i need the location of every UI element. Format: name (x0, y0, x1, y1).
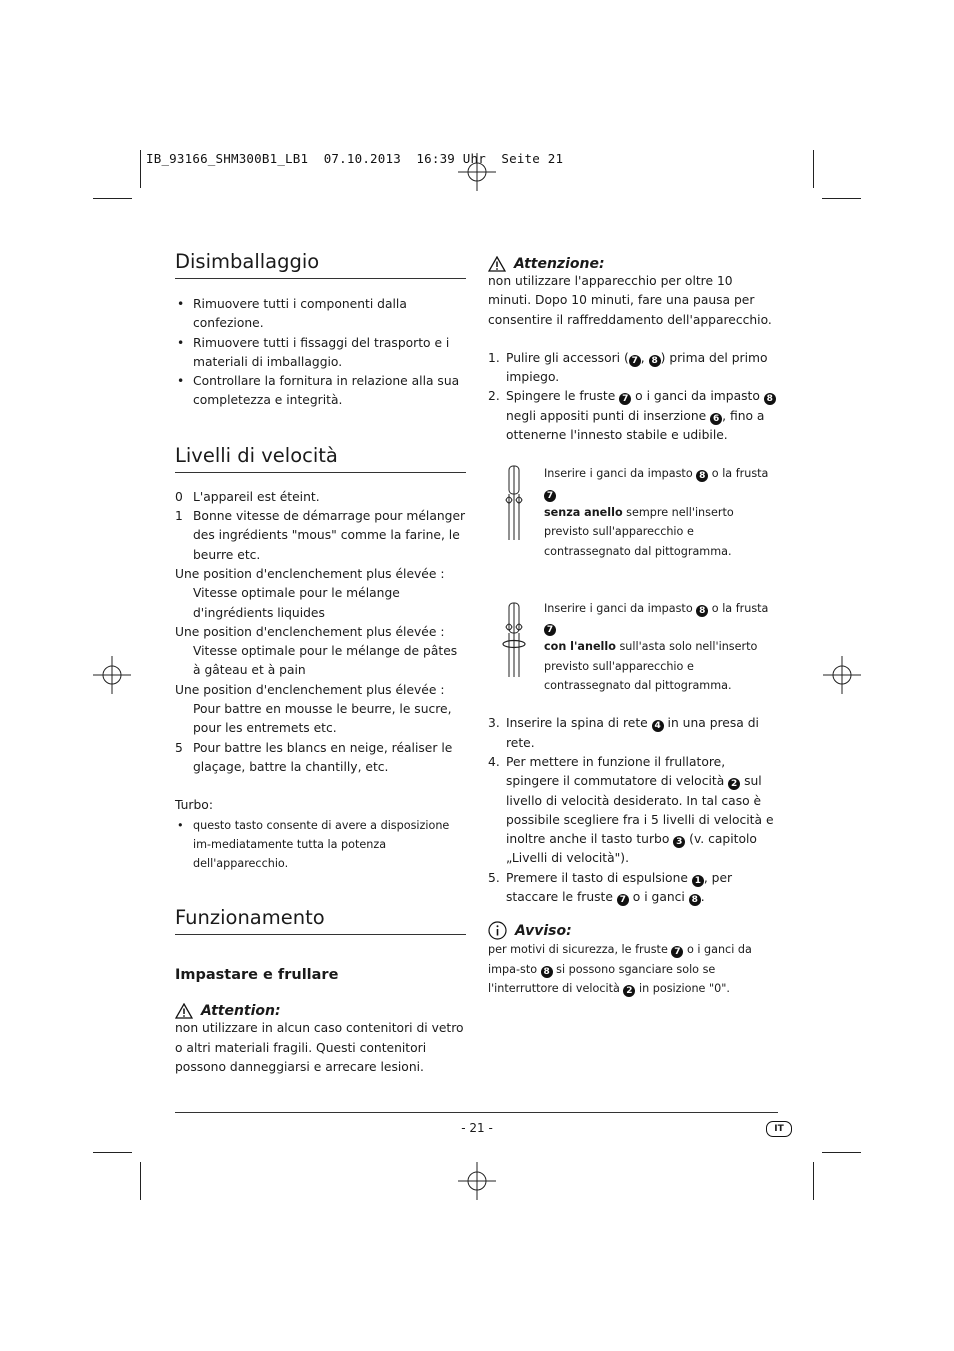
crop-mark (813, 1162, 814, 1200)
list-item: 1. Pulire gli accessori ( 7 , 8 ) prima del primo impiego. (488, 350, 768, 385)
ref-7-badge: 7 (544, 490, 556, 502)
list-item: • Controllare la fornitura in relazione alla sua completezza e integrità. (175, 372, 466, 411)
ref-8-badge: 8 (689, 894, 701, 906)
ref-8-badge: 8 (649, 355, 661, 367)
ref-8-badge: 8 (764, 393, 776, 405)
attenzione-heading: Attenzione: (488, 256, 778, 272)
crop-mark (140, 1162, 141, 1200)
avviso-heading: Avviso: (488, 921, 778, 940)
ref-3-badge: 3 (673, 836, 685, 848)
steps-list-b (488, 714, 778, 907)
list-item: Une position d'enclenchement plus élevée : (175, 624, 445, 639)
list-item: 4. Per mettere in funzione il frullatore, spingere il commutatore di velocità 2 sul livello di velocità desiderato. In tal caso è possibile scegliere fra i 5 livelli di velocità e inoltre anche il tasto turbo 3 (v. capitolo „Livelli di velocità"). (488, 754, 774, 866)
attention-heading: Attention: (175, 1003, 466, 1019)
list-item: 5 Pour battre les blancs en neige, réaliser le glaçage, battre la chantilly, etc. (175, 740, 453, 774)
ref-8-badge: 8 (696, 470, 708, 482)
ref-2-badge: 2 (623, 985, 635, 997)
list-item: Vitesse optimale pour le mélange d'ingrédients liquides (193, 586, 400, 620)
crop-mark (813, 150, 814, 188)
beater-figure-with-ring: Inserire i ganci da impasto 8 o la frusta 7 con l'anello sull'asta solo nell'inserto previsto sull'apparecchio e contrassegnato dal pittogramma. (488, 599, 778, 695)
list-item: Vitesse optimale pour le mélange de pâtes à gâteau et à pain (193, 644, 458, 678)
ref-8-badge: 8 (541, 966, 553, 978)
ref-6-badge: 6 (710, 413, 722, 425)
list-item: Pour battre en mousse le beurre, le sucre, pour les entremets etc. (193, 702, 452, 736)
list-item: • Rimuovere tutti i fissaggi del trasporto e i materiali di imballaggio. (175, 334, 466, 373)
ref-2-badge: 2 (728, 778, 740, 790)
ref-1-badge: 1 (692, 875, 704, 887)
section-title-livelli: Livelli di velocità (175, 444, 466, 473)
right-column (488, 256, 778, 998)
subsection-title: Impastare e frullare (175, 967, 339, 984)
info-icon (488, 921, 507, 940)
list-item: 3. Inserire la spina di rete 4 in una presa di rete. (488, 716, 759, 750)
turbo-description: • questo tasto consente di avere a disposizione im-mediatamente tutta la potenza dell'apparecchio. (175, 816, 466, 874)
ref-7-badge: 7 (671, 946, 683, 958)
attenzione-text: non utilizzare l'apparecchio per oltre 10 minuti. Dopo 10 minuti, fare una pausa per consentire il raffreddamento dell'apparecchio. (488, 274, 772, 327)
crop-mark (140, 150, 141, 188)
beater-with-ring-icon (500, 599, 528, 679)
beater-without-ring-icon (500, 464, 528, 542)
list-item: 0 L'appareil est éteint. (175, 489, 320, 504)
crop-mark (93, 198, 132, 199)
crop-mark (93, 1152, 132, 1153)
warning-triangle-icon (175, 1003, 193, 1019)
avviso-text: per motivi di sicurezza, le fruste 7 o i ganci da impa-sto 8 si possono sganciare solo se l'interruttore di velocità 2 in posizione "0". (488, 943, 752, 996)
warning-triangle-icon (488, 256, 506, 272)
list-item: 5. Premere il tasto di espulsione 1 , per staccare le fruste 7 o i ganci 8 . (488, 870, 733, 906)
attention-text: non utilizzare in alcun caso contenitori di vetro o altri materiali fragili. Questi contenitori possono danneggiarsi e arrecare lesioni. (175, 1021, 464, 1075)
registration-mark-icon (823, 656, 861, 694)
ref-7-badge: 7 (617, 894, 629, 906)
ref-7-badge: 7 (619, 393, 631, 405)
section-title-disimballaggio: Disimballaggio (175, 250, 466, 279)
speed-levels-list (175, 488, 466, 874)
print-slug: IB_93166_SHM300B1_LB1 07.10.2013 16:39 Uhr Seite 21 (146, 151, 564, 166)
steps-list-a (488, 349, 778, 445)
page-number: - 21 - (461, 1121, 493, 1135)
list-item: Une position d'enclenchement plus élevée : (175, 682, 445, 697)
unpacking-list (175, 295, 466, 411)
list-item: 2. Spingere le fruste 7 o i ganci da impasto 8 negli appositi punti di inserzione 6 , fino a ottenerne l'innesto stabile e udibile. (488, 387, 778, 445)
footer-rule (175, 1112, 778, 1113)
list-item: • Rimuovere tutti i componenti dalla confezione. (175, 295, 466, 334)
left-column (175, 250, 466, 1077)
ref-8-badge: 8 (696, 605, 708, 617)
ref-7-badge: 7 (544, 624, 556, 636)
section-title-funzionamento: Funzionamento (175, 906, 466, 935)
ref-7-badge: 7 (629, 355, 641, 367)
crop-mark (822, 1152, 861, 1153)
turbo-label: Turbo: (175, 798, 213, 813)
language-badge: IT (766, 1121, 792, 1137)
beater-figure-without-ring: Inserire i ganci da impasto 8 o la frusta 7 senza anello sempre nell'inserto previsto sull'apparecchio e contrassegnato dal pittogramma. (488, 464, 778, 560)
list-item: 1 Bonne vitesse de démarrage pour mélanger des ingrédients "mous" comme la farine, le beurre etc. (175, 509, 466, 562)
ref-4-badge: 4 (652, 720, 664, 732)
list-item: Une position d'enclenchement plus élevée : (175, 566, 445, 581)
registration-mark-icon (458, 1162, 496, 1200)
registration-mark-icon (458, 153, 496, 191)
registration-mark-icon (93, 656, 131, 694)
crop-mark (822, 198, 861, 199)
